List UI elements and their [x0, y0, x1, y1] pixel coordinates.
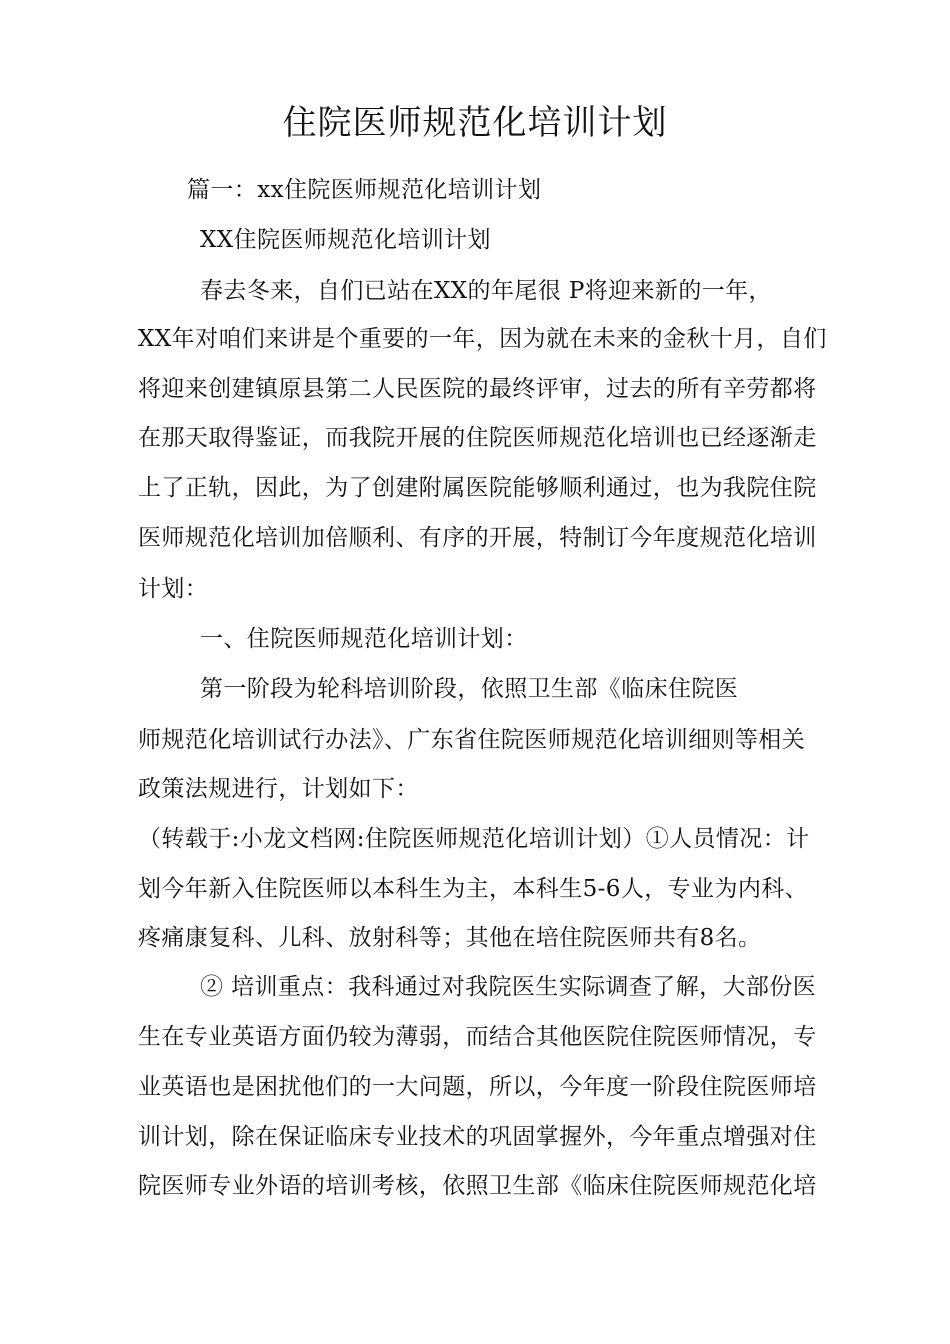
paragraph-line: 将迎来创建镇原县第二人民医院的最终评审，过去的所有辛劳都将: [138, 376, 817, 402]
paragraph-line: ② 培训重点：我科通过对我院医生实际调查了解，大部份医: [200, 974, 817, 1000]
paragraph-line: 训计划，除在保证临床专业技术的巩固掌握外，今年重点增强对住: [138, 1124, 817, 1150]
paragraph-line: 院医师专业外语的培训考核，依照卫生部《临床住院医师规范化培: [138, 1173, 817, 1199]
paragraph-line: 生在专业英语方面仍较为薄弱，而结合其他医院住院医师情况，专: [138, 1024, 817, 1050]
subtitle: XX住院医师规范化培训计划: [200, 227, 491, 253]
paragraph-line: 疼痛康复科、儿科、放射科等；其他在培住院医师共有8名。: [138, 925, 762, 951]
paragraph-line: 划今年新入住院医师以本科生为主，本科生5-6人，专业为内科、: [138, 876, 809, 902]
section-heading: 一、住院医师规范化培训计划：: [200, 626, 528, 652]
paragraph-line: 第一阶段为轮科培训阶段，依照卫生部《临床住院医: [200, 676, 739, 702]
section-heading: 篇一：xx住院医师规范化培训计划: [187, 177, 542, 203]
paragraph-line: 医师规范化培训加倍顺利、有序的开展，特制订今年度规范化培训: [138, 525, 817, 551]
document-title: 住院医师规范化培训计划: [282, 103, 668, 143]
paragraph-line: （转载于:小龙文档网:住院医师规范化培训计划）①人员情况：计: [138, 826, 810, 852]
paragraph-line: 政策法规进行，计划如下：: [138, 776, 419, 802]
paragraph-line: 计划：: [138, 576, 209, 602]
paragraph-line: 春去冬来，自们已站在XX的年尾很 P将迎来新的一年，: [200, 278, 772, 304]
paragraph-line: 师规范化培训试行办法》、广东省住院医师规范化培训细则等相关: [138, 727, 806, 753]
paragraph-line: 业英语也是困扰他们的一大问题，所以，今年度一阶段住院医师培: [138, 1074, 817, 1100]
paragraph-line: 在那天取得鉴证，而我院开展的住院医师规范化培训也已经逐渐走: [138, 425, 817, 451]
paragraph-line: 上了正轨，因此，为了创建附属医院能够顺利通过，也为我院住院: [138, 475, 817, 501]
paragraph-line: XX年对咱们来讲是个重要的一年，因为就在未来的金秋十月，自们: [138, 326, 827, 352]
